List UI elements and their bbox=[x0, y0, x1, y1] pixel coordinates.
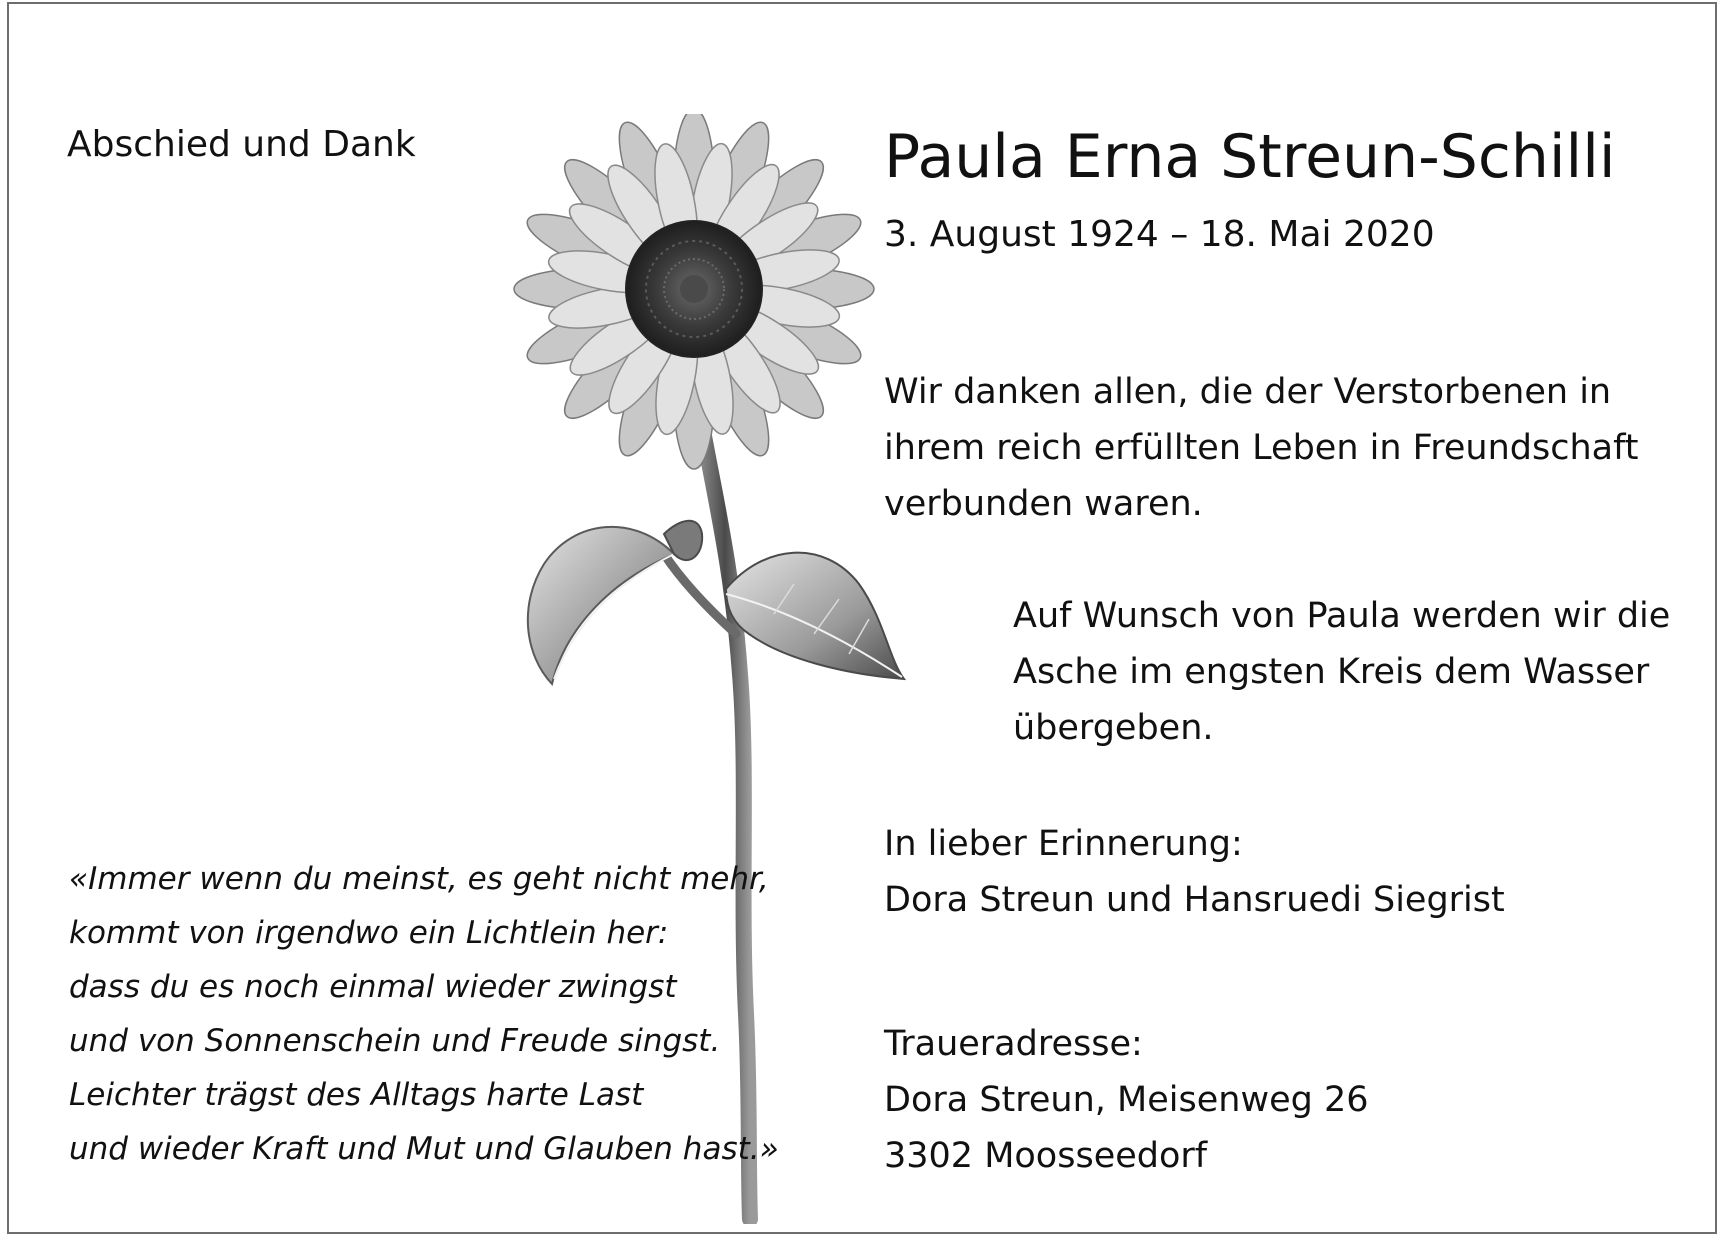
notice-heading: Abschied und Dank bbox=[67, 124, 416, 165]
quote-line: kommt von irgendwo ein Lichtlein her: bbox=[69, 915, 669, 951]
mourners-names: Dora Streun und Hansruedi Siegrist bbox=[884, 880, 1505, 920]
lifespan-dates: 3. August 1924 – 18. Mai 2020 bbox=[884, 214, 1435, 255]
thanks-line: ihrem reich erfüllten Leben in Freundschaft bbox=[884, 428, 1639, 468]
deceased-name: Paula Erna Streun-Schilli bbox=[884, 122, 1616, 192]
thanks-paragraph bbox=[884, 364, 1639, 532]
wish-line: übergeben. bbox=[1013, 708, 1214, 748]
quote-line: dass du es noch einmal wieder zwingst bbox=[69, 969, 677, 1005]
notice-frame bbox=[7, 2, 1717, 1234]
memory-label: In lieber Erinnerung: bbox=[884, 824, 1243, 864]
wish-paragraph bbox=[1013, 588, 1670, 756]
address-city: 3302 Moosseedorf bbox=[884, 1136, 1208, 1176]
wish-line: Asche im engsten Kreis dem Wasser bbox=[1013, 652, 1650, 692]
quote-line: Leichter trägst des Alltags harte Last bbox=[69, 1077, 644, 1113]
thanks-line: verbunden waren. bbox=[884, 484, 1203, 524]
address-street: Dora Streun, Meisenweg 26 bbox=[884, 1080, 1369, 1120]
memory-block bbox=[884, 816, 1505, 928]
address-label: Traueradresse: bbox=[884, 1024, 1143, 1064]
quote-line: «Immer wenn du meinst, es geht nicht mehr, bbox=[69, 861, 769, 897]
quote-line: und von Sonnenschein und Freude singst. bbox=[69, 1023, 721, 1059]
poem-quote bbox=[69, 852, 779, 1176]
thanks-line: Wir danken allen, die der Verstorbenen in bbox=[884, 372, 1612, 412]
mourning-address bbox=[884, 1016, 1368, 1184]
quote-line: und wieder Kraft und Mut und Glauben hast.» bbox=[69, 1131, 779, 1167]
wish-line: Auf Wunsch von Paula werden wir die bbox=[1013, 596, 1671, 636]
